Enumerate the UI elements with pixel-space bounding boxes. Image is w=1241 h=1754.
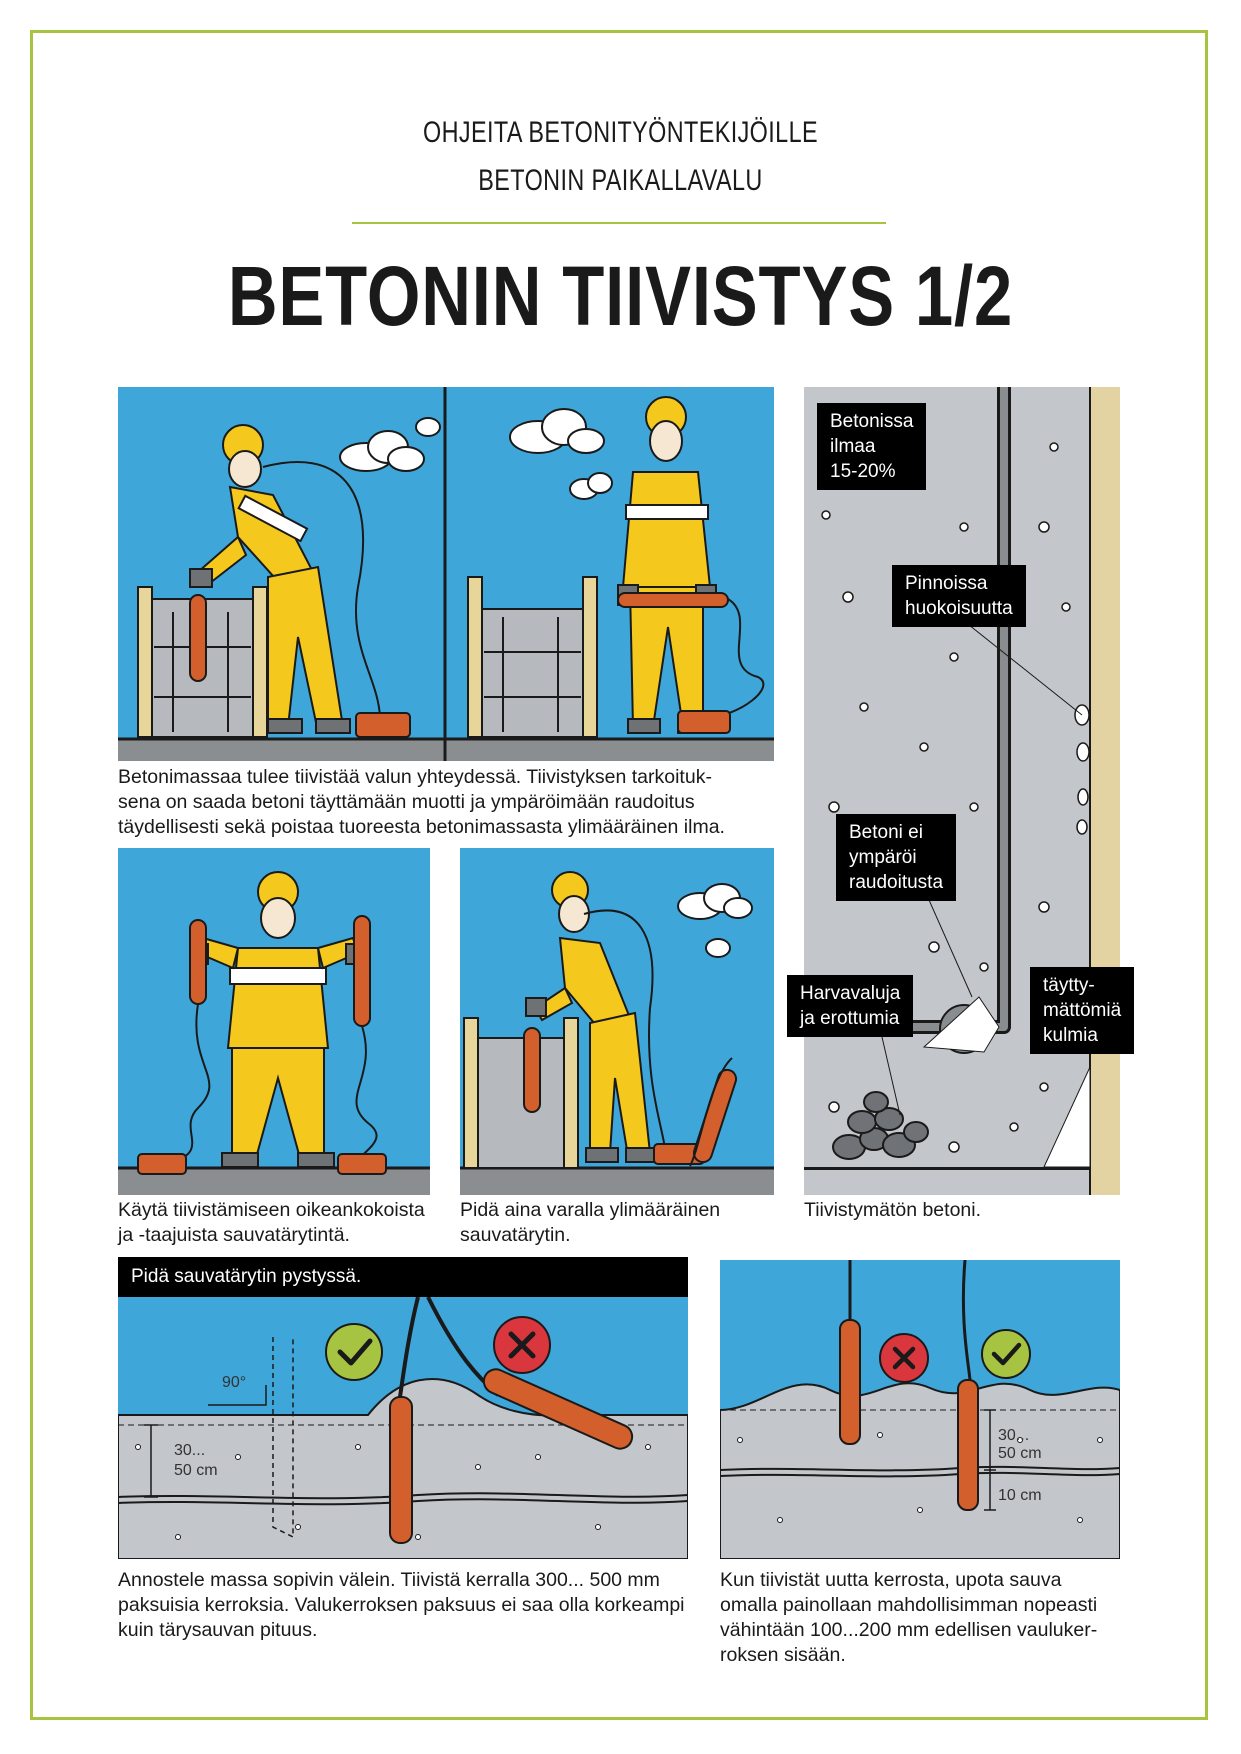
new-layer-caption-line-1: Kun tiivistät uutta kerrosta, upota sauva <box>720 1569 1062 1591</box>
label-segregation-line-2: ja erottumia <box>800 1008 900 1029</box>
label-porosity-line-1: Pinnoissa <box>905 573 988 594</box>
vibrator-size-caption-line-1: Käytä tiivistämiseen oikeankokoista <box>118 1199 425 1221</box>
spare-vibrator-illustration <box>460 848 774 1195</box>
compaction-illustration <box>118 387 774 761</box>
layer-depth-line-1: 30... <box>998 1427 1030 1444</box>
new-layer-caption <box>720 1568 1130 1668</box>
cross-icon <box>880 1334 928 1382</box>
new-layer-caption-line-4: roksen sisään. <box>720 1644 846 1666</box>
layer-overlap-label: 10 cm <box>998 1487 1042 1504</box>
uncompacted-concrete-diagram <box>804 387 1120 1195</box>
vertical-depth-line-1: 30... <box>174 1442 206 1459</box>
intro-caption-line-2: sena on saada betoni täyttämään muotti ja ympäröimään raudoitus <box>118 791 695 813</box>
vibrator-size-caption <box>118 1198 438 1248</box>
check-icon <box>982 1330 1030 1378</box>
spare-vibrator-caption-line-2: sauvatärytin. <box>460 1224 571 1246</box>
label-surface-porosity <box>892 565 1026 627</box>
uncompacted-caption: Tiivistymätön betoni. <box>804 1199 982 1221</box>
intro-caption-line-1: Betonimassaa tulee tiivistää valun yhteydessä. Tiivistyksen tarkoituk- <box>118 766 712 788</box>
label-air-line-1: Betonissa <box>830 411 914 432</box>
label-corners-line-3: kulmia <box>1043 1025 1098 1046</box>
page-title: BETONIN TIIVISTYS 1/2 <box>227 249 1014 343</box>
label-rebar-line-1: Betoni ei <box>849 822 923 843</box>
layer-penetration-diagram <box>720 1260 1120 1559</box>
spare-vibrator-caption <box>460 1198 780 1248</box>
layers-caption-line-3: kuin tärysauvan pituus. <box>118 1619 318 1641</box>
vertical-banner: Pidä sauvatärytin pystyssä. <box>118 1257 688 1297</box>
vertical-angle-label: 90° <box>222 1374 247 1391</box>
new-layer-caption-line-3: vähintään 100...200 mm edellisen vauluker- <box>720 1619 1098 1641</box>
check-icon <box>326 1324 382 1380</box>
layer-depth-line-2: 50 cm <box>998 1445 1042 1462</box>
vibrator-size-caption-line-2: ja -taajuista sauvatärytintä. <box>118 1224 350 1246</box>
label-corners-line-1: täytty- <box>1043 975 1095 996</box>
intro-caption <box>118 765 778 840</box>
layers-caption-line-2: paksuisia kerroksia. Valukerroksen paksuus ei saa olla korkeampi <box>118 1594 685 1616</box>
intro-caption-line-3: täydellisesti sekä poistaa tuoreesta betonimassasta ylimääräinen ilma. <box>118 816 725 838</box>
label-porosity-line-2: huokoisuutta <box>905 598 1013 619</box>
label-air-content <box>817 403 926 490</box>
label-corners-line-2: mättömiä <box>1043 1000 1122 1021</box>
vertical-depth-line-2: 50 cm <box>174 1462 218 1479</box>
label-rebar-line-3: raudoitusta <box>849 872 944 893</box>
label-rebar-not-surrounded <box>836 814 956 901</box>
cross-icon <box>494 1317 550 1373</box>
label-unfilled-corners <box>1030 967 1134 1054</box>
subtitle-line-1: OHJEITA BETONITYÖNTEKIJÖILLE <box>423 116 818 149</box>
subtitle-line-2: BETONIN PAIKALLAVALU <box>478 164 763 197</box>
label-air-line-2: ilmaa <box>830 436 876 457</box>
vertical-vibrator-diagram <box>118 1297 688 1559</box>
vibrator-size-illustration <box>118 848 430 1195</box>
label-rebar-line-2: ympäröi <box>849 847 917 868</box>
new-layer-caption-line-2: omalla painollaan mahdollisimman nopeasti <box>720 1594 1098 1616</box>
label-segregation <box>787 975 913 1037</box>
label-segregation-line-1: Harvavaluja <box>800 983 901 1004</box>
header-divider <box>352 222 886 224</box>
layers-caption-line-1: Annostele massa sopivin välein. Tiivistä kerralla 300... 500 mm <box>118 1569 660 1591</box>
label-air-line-3: 15-20% <box>830 461 896 482</box>
layers-caption <box>118 1568 698 1643</box>
spare-vibrator-caption-line-1: Pidä aina varalla ylimääräinen <box>460 1199 721 1221</box>
